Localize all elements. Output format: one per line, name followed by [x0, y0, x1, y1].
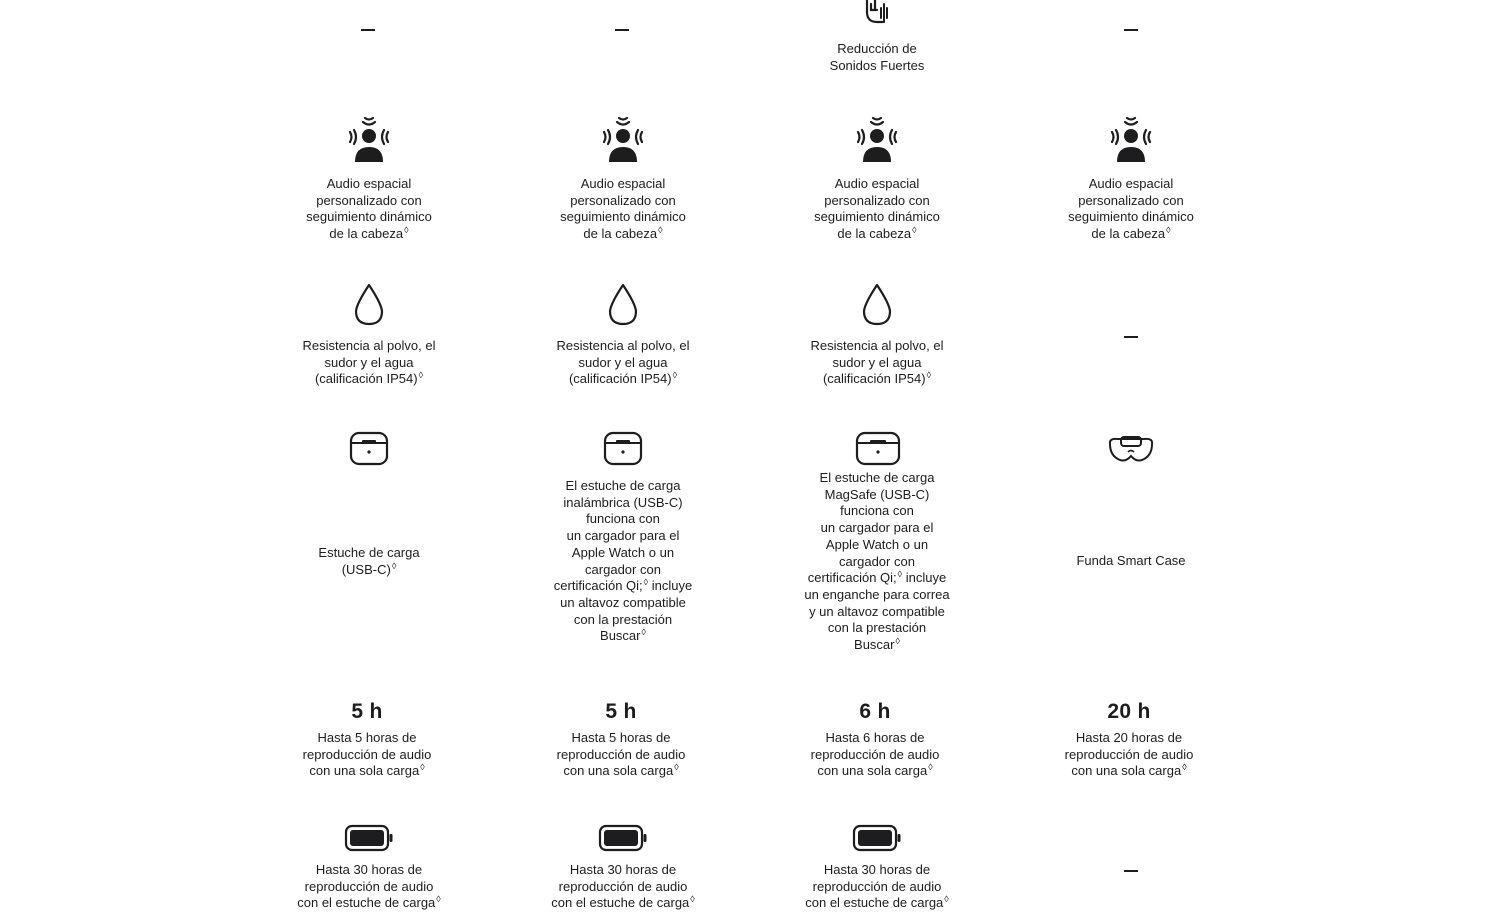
- not-available-dash: [361, 29, 375, 31]
- not-available-dash: [1124, 29, 1138, 31]
- case-battery-feature: [533, 824, 713, 912]
- spatial-audio-feature: [533, 116, 713, 243]
- battery-hours-value: 5 h: [605, 700, 637, 723]
- water-resistance-feature: [533, 283, 713, 388]
- charging-case-icon: [603, 431, 643, 467]
- smart-case-icon: [1106, 434, 1156, 464]
- feature-label: Hasta 20 horas de reproducción de audio con una sola carga◊: [1064, 730, 1194, 779]
- battery-full-icon: [598, 824, 648, 852]
- water-drop-icon: [861, 283, 893, 327]
- spatial-audio-feature: [1041, 116, 1221, 243]
- spatial-audio-icon: [1108, 116, 1154, 164]
- feature-label: Resistencia al polvo, el sudor y el agua (calificación IP54)◊: [810, 338, 944, 387]
- feature-label: Resistencia al polvo, el sudor y el agua (calificación IP54)◊: [302, 338, 436, 387]
- feature-label: Audio espacial personalizado con seguimiento dinámico de la cabeza◊: [306, 176, 432, 242]
- spatial-audio-feature: [279, 116, 459, 243]
- feature-label: Hasta 30 horas de reproducción de audio con el estuche de carga◊: [805, 862, 949, 911]
- feature-label: Hasta 5 horas de reproducción de audio con una sola carga◊: [302, 730, 432, 779]
- feature-label: Hasta 6 horas de reproducción de audio con una sola carga◊: [810, 730, 940, 779]
- loud-sound-reduction-feature: [787, 0, 967, 74]
- feature-label: Funda Smart Case: [1076, 553, 1186, 568]
- spatial-audio-icon: [854, 116, 900, 164]
- charging-case-icon: [349, 431, 389, 467]
- feature-label: Hasta 30 horas de reproducción de audio con el estuche de carga◊: [297, 862, 441, 911]
- case-battery-feature: [279, 824, 459, 912]
- feature-label: Audio espacial personalizado con seguimiento dinámico de la cabeza◊: [560, 176, 686, 242]
- battery-life-feature: [1039, 700, 1219, 780]
- water-drop-icon: [607, 283, 639, 327]
- not-available-dash: [1124, 870, 1138, 872]
- spatial-audio-icon: [346, 116, 392, 164]
- water-resistance-feature: [279, 283, 459, 388]
- feature-label: Estuche de carga (USB-C)◊: [318, 545, 420, 577]
- battery-hours-value: 20 h: [1107, 700, 1151, 723]
- battery-life-feature: [531, 700, 711, 780]
- water-resistance-feature: [787, 283, 967, 388]
- spatial-audio-feature: [787, 116, 967, 243]
- feature-label: El estuche de carga MagSafe (USB-C) funciona con un cargador para el Apple Watch o un cargador con certificación Qi;◊ incluye un enganche para correa y un altavoz compatible con la prestación Buscar◊: [804, 470, 950, 653]
- feature-label: Hasta 30 horas de reproducción de audio con el estuche de carga◊: [551, 862, 695, 911]
- feature-label: Hasta 5 horas de reproducción de audio con una sola carga◊: [556, 730, 686, 779]
- charging-case-icon: [855, 431, 901, 467]
- battery-full-icon: [852, 824, 902, 852]
- hand-ear-icon: [857, 0, 897, 28]
- water-drop-icon: [353, 283, 385, 327]
- battery-life-feature: [277, 700, 457, 780]
- spatial-audio-icon: [600, 116, 646, 164]
- feature-label: Audio espacial personalizado con seguimiento dinámico de la cabeza◊: [814, 176, 940, 242]
- feature-label: Audio espacial personalizado con seguimiento dinámico de la cabeza◊: [1068, 176, 1194, 242]
- case-battery-feature: [787, 824, 967, 912]
- feature-label: Reducción de Sonidos Fuertes: [829, 41, 925, 73]
- feature-label: Resistencia al polvo, el sudor y el agua (calificación IP54)◊: [556, 338, 690, 387]
- feature-label: El estuche de carga inalámbrica (USB-C) funciona con un cargador para el Apple Watch o un cargador con certificación Qi;◊ incluye un altavoz compatible con la prestación Buscar◊: [553, 478, 693, 644]
- battery-hours-value: 5 h: [351, 700, 383, 723]
- battery-life-feature: [785, 700, 965, 780]
- not-available-dash: [1124, 336, 1138, 338]
- battery-full-icon: [344, 824, 394, 852]
- battery-hours-value: 6 h: [859, 700, 891, 723]
- not-available-dash: [615, 29, 629, 31]
